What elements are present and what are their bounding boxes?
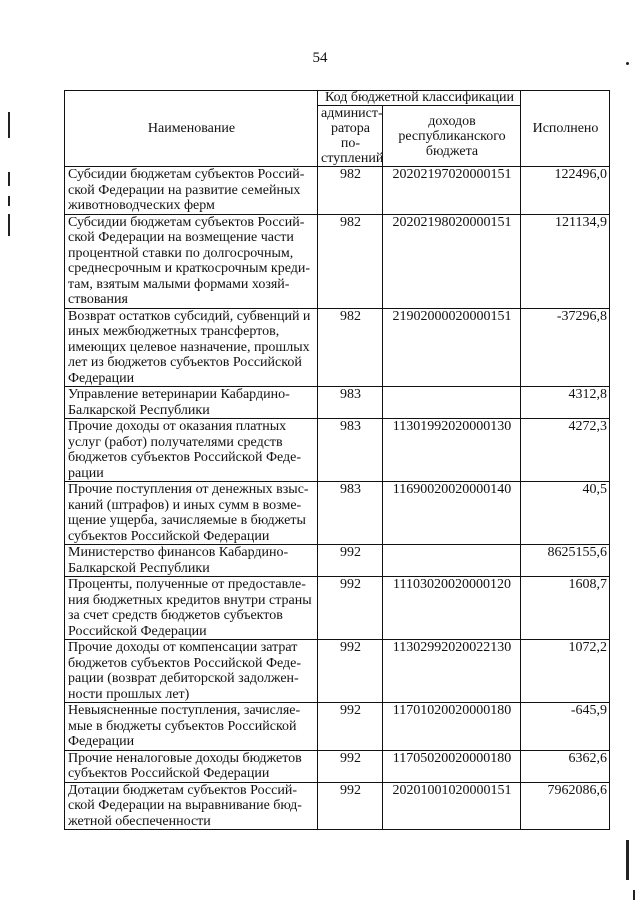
row-name: Прочие поступления от денежных взыс-каний (штрафов) и иных сумм в возме-щение ущерба, зачисляемые в бюджеты субъектов Российской Федерации xyxy=(65,482,318,545)
page-number: 54 xyxy=(312,50,328,66)
table-row xyxy=(65,419,610,482)
row-admin-code: 983 xyxy=(318,419,383,482)
row-revenue-code: 11705020020000180 xyxy=(383,750,521,782)
header-name: Наименование xyxy=(65,91,318,167)
table-row xyxy=(65,640,610,703)
scan-mark-left-4 xyxy=(8,214,10,236)
table-row xyxy=(65,482,610,545)
table-row xyxy=(65,577,610,640)
row-admin-code: 983 xyxy=(318,482,383,545)
scan-mark-left-3 xyxy=(8,196,10,206)
scan-mark-left-1 xyxy=(8,112,10,138)
row-executed: 6362,6 xyxy=(521,750,610,782)
row-name: Прочие неналоговые доходы бюджетов субъектов Российской Федерации xyxy=(65,750,318,782)
row-name: Министерство финансов Кабардино-Балкарской Республики xyxy=(65,545,318,577)
row-name: Субсидии бюджетам субъектов Россий-ской Федерации на развитие семейных животноводческих ферм xyxy=(65,167,318,215)
row-name: Субсидии бюджетам субъектов Россий-ской Федерации на возмещение части процентной ставки по долгосрочным, среднесрочным и краткосрочным креди-там, взятым малыми формами хозяй-ствования xyxy=(65,214,318,308)
row-revenue-code: 20202197020000151 xyxy=(383,167,521,215)
row-admin-code: 992 xyxy=(318,782,383,830)
table-row xyxy=(65,545,610,577)
row-executed: 7962086,6 xyxy=(521,782,610,830)
header-revenue-code: доходов республиканского бюджета xyxy=(383,106,521,167)
row-revenue-code: 11301992020000130 xyxy=(383,419,521,482)
row-name: Дотации бюджетам субъектов Россий-ской Федерации на выравнивание бюд-жетной обеспеченности xyxy=(65,782,318,830)
row-revenue-code: 21902000020000151 xyxy=(383,308,521,387)
row-name: Управление ветеринарии Кабардино-Балкарской Республики xyxy=(65,387,318,419)
row-admin-code: 992 xyxy=(318,545,383,577)
row-revenue-code: 20202198020000151 xyxy=(383,214,521,308)
row-admin-code: 982 xyxy=(318,214,383,308)
row-executed: 4312,8 xyxy=(521,387,610,419)
row-admin-code: 992 xyxy=(318,703,383,751)
budget-table xyxy=(64,90,610,830)
row-revenue-code: 11302992020022130 xyxy=(383,640,521,703)
row-admin-code: 992 xyxy=(318,640,383,703)
row-executed: 1608,7 xyxy=(521,577,610,640)
row-executed: -37296,8 xyxy=(521,308,610,387)
table-row xyxy=(65,750,610,782)
row-revenue-code: 20201001020000151 xyxy=(383,782,521,830)
table-row xyxy=(65,387,610,419)
row-executed: 122496,0 xyxy=(521,167,610,215)
row-name: Возврат остатков субсидий, субвенций и иных межбюджетных трансфертов, имеющих целевое назначение, прошлых лет из бюджетов субъектов Российской Федерации xyxy=(65,308,318,387)
table-row xyxy=(65,703,610,751)
row-executed: 8625155,6 xyxy=(521,545,610,577)
row-revenue-code xyxy=(383,545,521,577)
row-executed: -645,9 xyxy=(521,703,610,751)
header-executed: Исполнено xyxy=(521,91,610,167)
row-revenue-code: 11701020020000180 xyxy=(383,703,521,751)
scan-mark-right-2 xyxy=(633,890,635,900)
row-admin-code: 983 xyxy=(318,387,383,419)
row-executed: 121134,9 xyxy=(521,214,610,308)
row-revenue-code xyxy=(383,387,521,419)
scan-mark-left-2 xyxy=(8,172,10,186)
row-admin-code: 992 xyxy=(318,577,383,640)
row-name: Невыясненные поступления, зачисляе-мые в бюджеты субъектов Российской Федерации xyxy=(65,703,318,751)
row-executed: 40,5 xyxy=(521,482,610,545)
table-row xyxy=(65,167,610,215)
row-executed: 4272,3 xyxy=(521,419,610,482)
table-row xyxy=(65,782,610,830)
table-row xyxy=(65,308,610,387)
header-admin: админист-ратора по-ступлений xyxy=(318,106,383,167)
row-name: Прочие доходы от компенсации затрат бюджетов субъектов Российской Феде-рации (возврат дебиторской задолжен-ности прошлых лет) xyxy=(65,640,318,703)
row-admin-code: 982 xyxy=(318,308,383,387)
header-classification-code: Код бюджетной классификации xyxy=(318,91,521,106)
row-name: Прочие доходы от оказания платных услуг (работ) получателями средств бюджетов субъектов Российской Феде-рации xyxy=(65,419,318,482)
row-revenue-code: 11103020020000120 xyxy=(383,577,521,640)
row-executed: 1072,2 xyxy=(521,640,610,703)
scan-mark-right-1 xyxy=(626,840,629,880)
table-header-row-1 xyxy=(65,91,610,106)
row-name: Проценты, полученные от предоставле-ния бюджетных кредитов внутри страны за счет средств бюджетов субъектов Российской Федерации xyxy=(65,577,318,640)
table-row xyxy=(65,214,610,308)
row-admin-code: 992 xyxy=(318,750,383,782)
row-admin-code: 982 xyxy=(318,167,383,215)
row-revenue-code: 11690020020000140 xyxy=(383,482,521,545)
